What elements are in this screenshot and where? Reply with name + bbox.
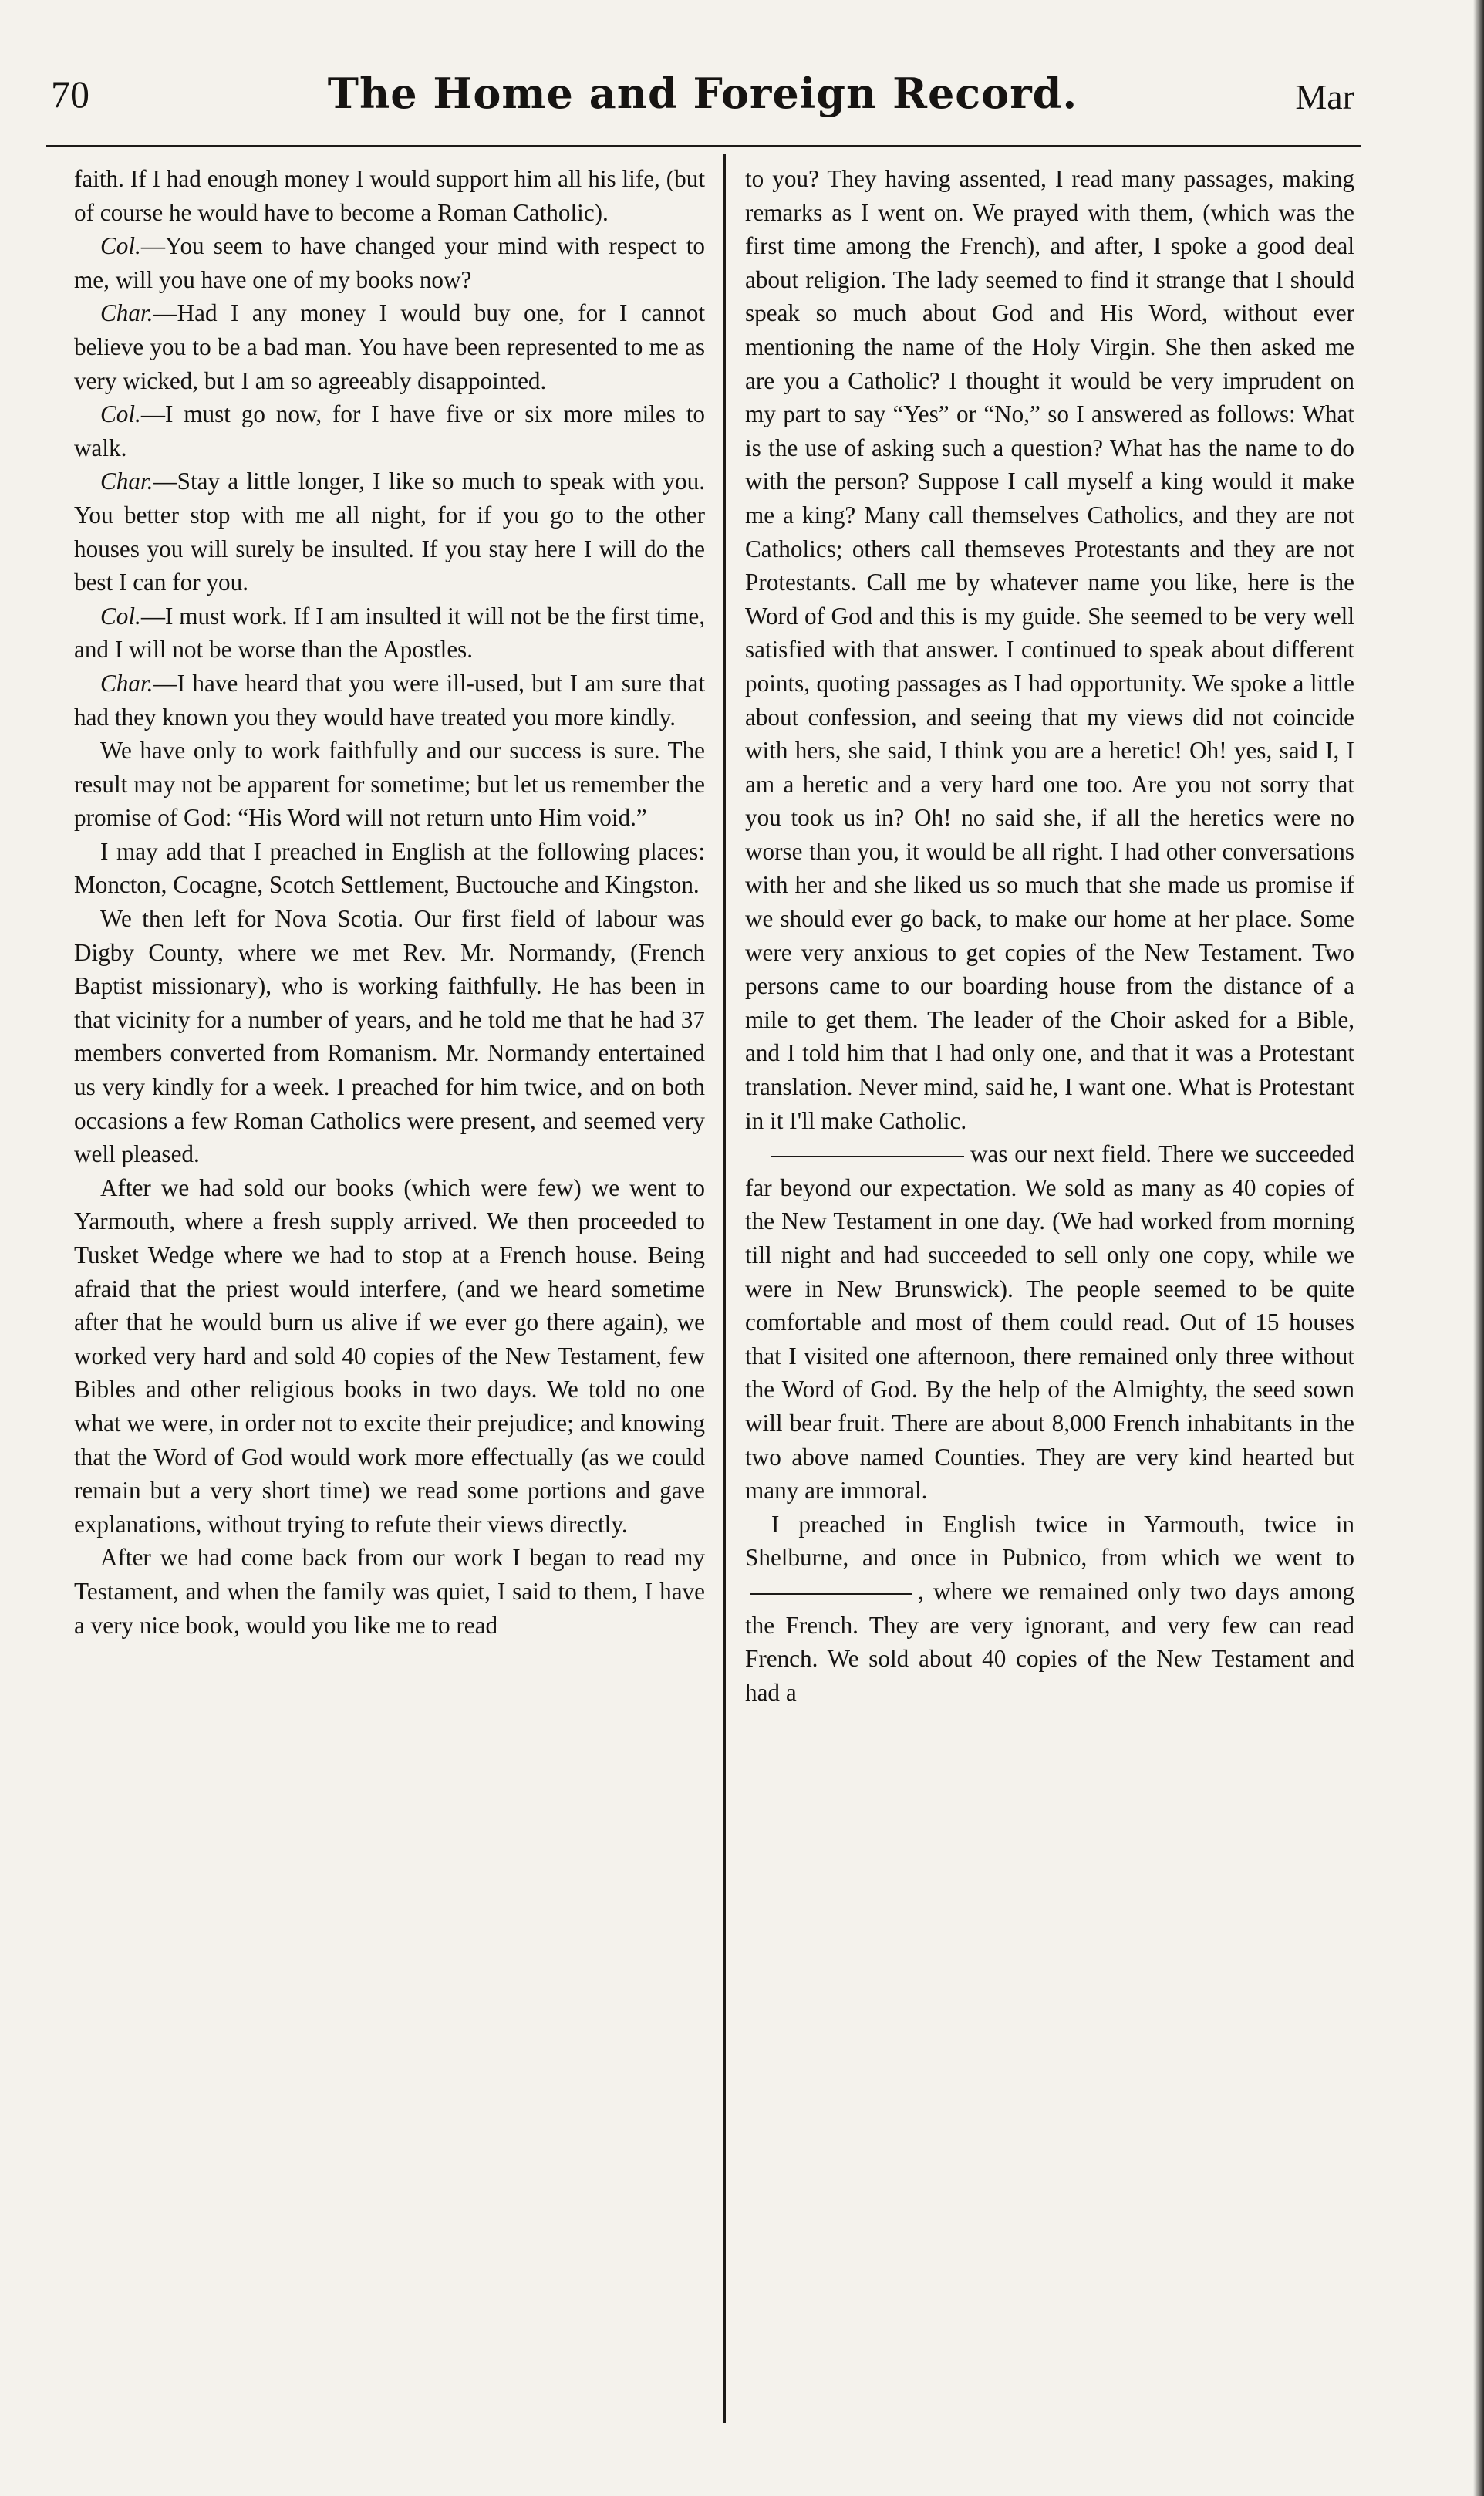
speaker-name: Char.	[100, 669, 153, 697]
left-column	[74, 162, 705, 2469]
paragraph-text: , where we remained only two days among the French. They are very ignorant, and very few can read French. We sold about 40 copies of the New Testament and had a	[745, 1577, 1354, 1706]
paragraph: faith. If I had enough money I would support him all his life, (but of course he would have to become a Roman Catholic).	[74, 165, 705, 226]
dialogue-paragraph	[74, 464, 705, 599]
paragraph-text: I preached in English twice in Yarmouth, twice in Shelburne, and once in Pubnico, from which we went to	[745, 1510, 1354, 1572]
paragraph: We then left for Nova Scotia. Our first field of labour was Digby County, where we met Rev. Mr. Normandy, (French Baptist missionary), who is working faithfully. He has been in that vicinity for a number of years, and he told me that he had 37 members converted from Romanism. Mr. Normandy entertained us very kindly for a week. I preached for him twice, and on both occasions a few Roman Catholics were present, and seemed very well pleased.	[74, 905, 705, 1168]
dialogue-paragraph	[74, 667, 705, 734]
paragraph: to you? They having assented, I read many passages, making remarks as I went on. We prayed with them, (which was the first time among the French), and after, I spoke a good deal about religion. The lady seemed to find it strange that I should speak so much about God and His Word, without ever mentioning the name of the Holy Virgin. She then asked me are you a Catholic? I thought it would be very imprudent on my part to say “Yes” or “No,” so I answered as follows: What is the use of asking such a question? What has the name to do with the person? Suppose I call myself a king would it make me a king? Many call themselves Catholics, and they are not Catholics; others call themseves Protestants and they are not Protestants. Call me by whatever name you like, here is the Word of God and this is my guide. She seemed to be very well satisfied with that answer. I continued to speak about different points, quoting passages as I had opportunity. We spoke a little about confession, and seeing that my views did not coincide with hers, she said, I think you are a heretic! Oh! yes, said I, I am a heretic and a very hard one too. Are you not sorry that you took us in? Oh! no said she, if all the heretics were no worse than you, it would be all right. I had other conversations with her and she liked us so much that she made us promise if we should ever go back, to make our home at her place. Some were very anxious to get copies of the New Testament. Two persons came to our boarding house from the distance of a mile to get them. The leader of the Choir asked for a Bible, and I told him that I had only one, and that it was a Protestant translation. Never mind, said he, I want one. What is Protestant in it I'll make Catholic.	[745, 165, 1354, 1134]
speaker-name: Char.	[100, 468, 153, 495]
paragraph	[745, 1137, 1354, 1508]
speaker-name: Col.	[100, 232, 141, 260]
dialogue-text: —Had I any money I would buy one, for I cannot believe you to be a bad man. You have been represented to me as very wicked, but I am so agreeably disappointed.	[74, 299, 705, 394]
dialogue-paragraph	[74, 397, 705, 464]
speaker-name: Col.	[100, 602, 141, 630]
paragraph: I may add that I preached in English at the following places: Moncton, Cocagne, Scotch Settlement, Buctouche and Kingston.	[74, 837, 705, 899]
dialogue-text: —You seem to have changed your mind with respect to me, will you have one of my books now?	[74, 232, 705, 293]
page-header	[51, 71, 1354, 125]
dialogue-text: —I have heard that you were ill-used, but I am sure that had they known you they would have treated you more kindly.	[74, 669, 705, 731]
paragraph: We have only to work faithfully and our success is sure. The result may not be apparent for sometime; but let us remember the promise of God: “His Word will not return unto Him void.”	[74, 737, 705, 832]
omitted-place-rule	[750, 1593, 912, 1595]
dialogue-text: —I must go now, for I have five or six more miles to walk.	[74, 400, 705, 461]
header-rule	[46, 145, 1361, 147]
speaker-name: Col.	[100, 400, 141, 428]
journal-title: The Home and Foreign Record.	[327, 69, 1078, 118]
omitted-place-rule	[771, 1156, 964, 1157]
dialogue-paragraph	[74, 229, 705, 296]
paragraph	[745, 1508, 1354, 1710]
right-column	[745, 162, 1354, 2469]
page-edge-shadow	[1473, 0, 1484, 2496]
paragraph: After we had sold our books (which were few) we went to Yarmouth, where a fresh supply arrived. We then proceeded to Tusket Wedge where we had to stop at a French house. Being afraid that the priest would interfere, (and we heard sometime after that he would burn us alive if we ever go there again), we worked very hard and sold 40 copies of the New Testament, few Bibles and other religious books in two days. We told no one what we were, in order not to excite their prejudice; and knowing that the Word of God would work more effectually (as we could remain but a very short time) we read some portions and gave explanations, without trying to refute their views directly.	[74, 1174, 705, 1538]
page-number: 70	[51, 73, 89, 116]
running-month: Mar	[1295, 77, 1354, 117]
paragraph: After we had come back from our work I began to read my Testament, and when the family was quiet, I said to them, I have a very nice book, would you like me to read	[74, 1544, 705, 1639]
dialogue-paragraph	[74, 296, 705, 397]
column-rule	[723, 154, 726, 2423]
dialogue-text: —I must work. If I am insulted it will not be the first time, and I will not be worse than the Apostles.	[74, 602, 705, 664]
dialogue-text: —Stay a little longer, I like so much to speak with you. You better stop with me all night, for if you go to the other houses you will surely be insulted. If you stay here I will do the best I can for you.	[74, 468, 705, 596]
speaker-name: Char.	[100, 299, 153, 327]
paragraph-text: was our next field. There we succeeded far beyond our expectation. We sold as many as 40 copies of the New Testament in one day. (We had worked from morning till night and had succeeded to sell only one copy, while we were in New Brunswick). The people seemed to be quite comfortable and most of them could read. Out of 15 houses that I visited one afternoon, there remained only three without the Word of God. By the help of the Almighty, the seed sown will bear fruit. There are about 8,000 French inhabitants in the two above named Counties. They are very kind hearted but many are immoral.	[745, 1140, 1354, 1505]
dialogue-paragraph	[74, 600, 705, 667]
